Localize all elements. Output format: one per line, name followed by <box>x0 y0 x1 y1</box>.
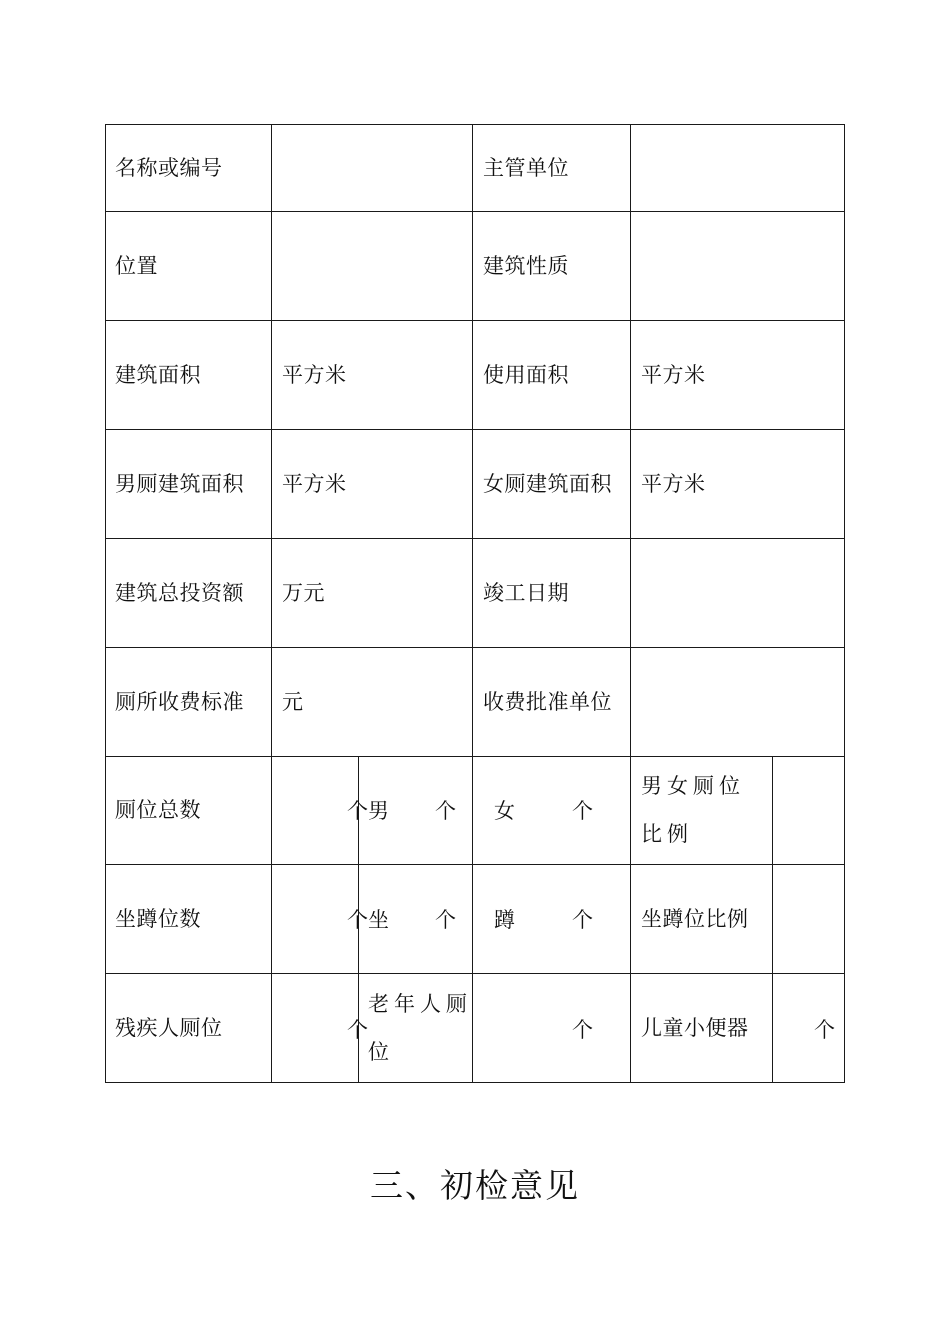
male-area-field[interactable]: 平方米 <box>282 471 347 496</box>
squat-total-field[interactable] <box>272 864 358 973</box>
fee-approval-label: 收费批准单位 <box>483 689 612 714</box>
stall-total-label: 厕位总数 <box>115 798 201 822</box>
male-area-label: 男厕建筑面积 <box>115 471 244 496</box>
squat-ratio-field[interactable] <box>782 864 844 973</box>
stall-total-unit: 个 <box>347 799 368 823</box>
usable-area-label: 使用面积 <box>483 362 569 387</box>
department-field[interactable] <box>641 124 844 211</box>
disabled-stall-label: 残疾人厕位 <box>115 1015 223 1040</box>
building-type-field[interactable] <box>641 211 844 320</box>
child-urinal-unit: 个 <box>814 1018 835 1042</box>
name-label: 名称或编号 <box>115 155 223 180</box>
squat-total-unit: 个 <box>347 908 368 932</box>
grid-line <box>772 756 773 1083</box>
location-label: 位置 <box>115 253 158 278</box>
squat-stall-label: 蹲 <box>494 908 515 932</box>
location-field[interactable] <box>282 211 472 320</box>
building-area-label: 建筑面积 <box>115 362 201 387</box>
fee-approval-field[interactable] <box>641 647 844 756</box>
completion-date-label: 竣工日期 <box>483 580 569 605</box>
squat-stall-unit: 个 <box>572 908 593 932</box>
female-stall-label: 女 <box>494 799 515 823</box>
grid-line <box>105 1082 845 1083</box>
building-area-field[interactable]: 平方米 <box>282 362 347 387</box>
grid-line <box>105 124 106 1083</box>
fee-standard-label: 厕所收费标准 <box>115 689 244 714</box>
stall-ratio-label: 男女厕位比例 <box>641 774 745 846</box>
stall-total-field[interactable] <box>272 756 358 864</box>
building-type-label: 建筑性质 <box>483 253 569 278</box>
male-stall-unit: 个 <box>435 799 456 823</box>
elderly-stall-label: 老年人厕位 <box>368 991 472 1064</box>
sit-stall-label: 坐 <box>368 908 389 932</box>
usable-area-field[interactable]: 平方米 <box>641 362 706 387</box>
elderly-stall-unit: 个 <box>572 1018 593 1042</box>
completion-date-field[interactable] <box>641 538 844 647</box>
grid-line <box>630 124 631 1083</box>
investment-field[interactable]: 万元 <box>282 580 325 605</box>
female-area-field[interactable]: 平方米 <box>641 471 706 496</box>
male-stall-label: 男 <box>368 799 389 823</box>
child-urinal-label: 儿童小便器 <box>641 1015 749 1040</box>
name-field[interactable] <box>282 124 472 211</box>
disabled-stall-unit: 个 <box>347 1018 368 1042</box>
department-label: 主管单位 <box>483 155 569 180</box>
grid-line <box>472 124 473 1083</box>
sit-stall-unit: 个 <box>435 908 456 932</box>
female-area-label: 女厕建筑面积 <box>483 471 612 496</box>
fee-standard-field[interactable]: 元 <box>282 689 304 714</box>
squat-ratio-label: 坐蹲位比例 <box>641 906 749 931</box>
investment-label: 建筑总投资额 <box>115 580 244 605</box>
section-title: 三、初检意见 <box>370 1166 580 1205</box>
disabled-stall-field[interactable] <box>272 973 358 1082</box>
grid-line <box>844 124 845 1083</box>
stall-ratio-field[interactable] <box>782 756 844 864</box>
squat-total-label: 坐蹲位数 <box>115 906 201 931</box>
female-stall-unit: 个 <box>572 799 593 823</box>
